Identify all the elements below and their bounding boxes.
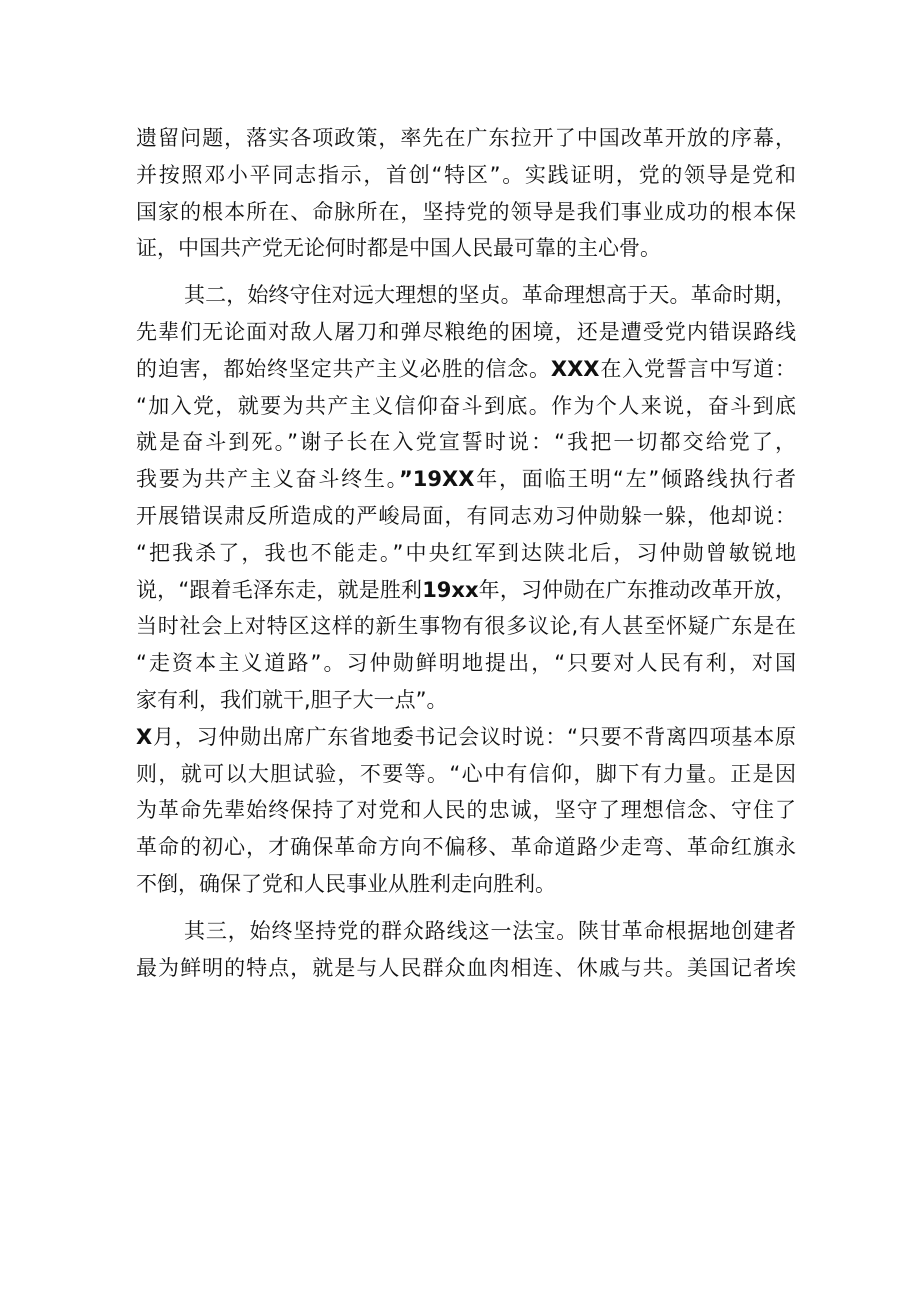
paragraph-gap [136,267,796,277]
text-line [136,572,796,609]
text-run-bold: ”19XX [398,467,475,492]
text-line: 为革命先辈始终保持了对党和人民的忠诚，坚守了理想信念、守住了 [136,798,796,823]
text-run: 月，习仲勋出席广东省地委书记会议时说：“只要不背离四项基本原 [152,724,796,749]
text-line: “把我杀了，我也不能走。”中央红军到达陕北后，习仲勋曾敏锐地 [136,540,796,565]
text-line: 家有利，我们就干,胆子大一点”。 [136,687,448,712]
text-run-bold: 19xx [422,577,479,602]
text-line: 最为鲜明的特点，就是与人民群众血肉相连、休戚与共。美国记者埃 [136,955,796,980]
text-line [136,719,796,756]
text-run: 在入党誓言中写道： [599,356,797,381]
text-line: 遗留问题，落实各项政策，率先在广东拉开了中国改革开放的序幕， [136,126,796,150]
text-run-bold: XXX [550,356,600,381]
text-line: 国家的根本所在、命脉所在，坚持党的领导是我们事业成功的根本保 [136,199,796,224]
text-line: 不倒，确保了党和人民事业从胜利走向胜利。 [136,871,556,896]
text-run: 我要为共产主义奋斗终生。 [136,467,399,492]
paragraph-gap [136,903,796,913]
text-line: 其三，始终坚持党的群众路线这一法宝。陕甘革命根据地创建者 [184,918,796,943]
text-run: 年，面临王明“左”倾路线执行者 [474,467,797,492]
text-line: 当时社会上对特区这样的新生事物有很多议论,有人甚至怀疑广东是在 [136,614,796,639]
text-line: 则，就可以大胆试验，不要等。“心中有信仰，脚下有力量。正是因 [136,761,796,786]
text-line: 先辈们无论面对敌人屠刀和弹尽粮绝的困境，还是遭受党内错误路线 [136,319,796,344]
text-line: 并按照邓小平同志指示，首创“特区”。实践证明，党的领导是党和 [136,162,796,187]
text-line [136,351,796,388]
text-run: 说，“跟着毛泽东走，就是胜利 [136,577,423,602]
text-line: 就是奋斗到死。”谢子长在入党宣誓时说：“我把一切都交给党了， [136,430,796,455]
text-line: 证，中国共产党无论何时都是中国人民最可靠的主心骨。 [136,236,661,261]
text-run-bold: X [136,724,153,749]
text-line: “走资本主义道路”。习仲勋鲜明地提出，“只要对人民有利，对国 [136,651,796,676]
document-page [136,120,796,986]
text-run: 的迫害，都始终坚定共产主义必胜的信念。 [136,356,551,381]
text-line: 其二，始终守住对远大理想的坚贞。革命理想高于天。革命时期， [184,283,796,308]
text-line [136,461,796,498]
text-line: “加入党，就要为共产主义信仰奋斗到底。作为个人来说，奋斗到底 [136,393,796,418]
text-run: 年，习仲勋在广东推动改革开放， [478,577,796,602]
text-line: 革命的初心，才确保革命方向不偏移、革命道路少走弯、革命红旗永 [136,835,796,860]
text-line: 开展错误肃反所造成的严峻局面，有同志劝习仲勋躲一躲，他却说： [136,503,796,528]
